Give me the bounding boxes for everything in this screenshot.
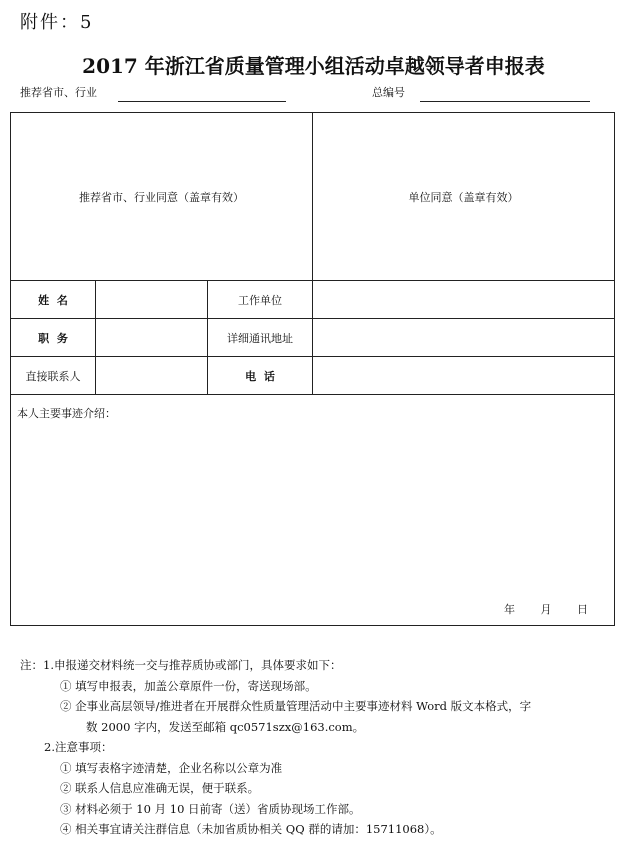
workplace-field[interactable] <box>313 281 615 319</box>
attention-item-4: ④ 相关事宜请关注群信息（未加省质协相关 QQ 群的请加：15711068）。 <box>60 822 442 836</box>
note-item-1: ① 填写申报表，加盖公章原件一份，寄送现场部。 <box>60 678 317 693</box>
note-item-2a: ② 企事业高层领导/推进者在开展群众性质量管理活动中主要事迹材料 Word 版文本格式，字 <box>60 699 532 713</box>
intro-cell[interactable] <box>11 395 615 626</box>
position-field[interactable] <box>96 319 208 357</box>
attention-item-1: ① 填写表格字迹清楚，企业名称以公章为准 <box>60 760 283 775</box>
address-field[interactable] <box>313 319 615 357</box>
serial-field[interactable] <box>420 101 590 102</box>
date-label: 年 月 日 <box>504 603 589 616</box>
recommend-field[interactable] <box>118 101 286 102</box>
workplace-label: 工作单位 <box>208 281 313 319</box>
unit-approval-cell[interactable] <box>313 113 615 281</box>
name-field[interactable] <box>96 281 208 319</box>
notes-intro: 注：1.申报递交材料统一交与推荐质协或部门，具体要求如下： <box>20 658 342 672</box>
attention-item-3: ③ 材料必须于 10 月 10 日前寄（送）省质协现场工作部。 <box>60 801 361 816</box>
phone-label: 电 话 <box>208 357 313 395</box>
unit-approval-label: 单位同意（盖章有效） <box>408 190 519 204</box>
note-section-2: 2.注意事项： <box>44 740 113 754</box>
attention-item-2: ② 联系人信息应准确无误，便于联系。 <box>60 781 260 795</box>
note-item-2b: 数 2000 字内，发送至邮箱 qc0571szx@163.com。 <box>86 719 365 734</box>
recommend-approval-cell[interactable] <box>11 113 313 281</box>
contact-label: 直接联系人 <box>11 357 96 395</box>
position-label: 职 务 <box>11 319 96 357</box>
phone-field[interactable] <box>313 357 615 395</box>
recommend-label: 推荐省市、行业 <box>20 86 97 99</box>
address-label: 详细通讯地址 <box>208 319 313 357</box>
notes-section <box>20 655 531 840</box>
contact-field[interactable] <box>96 357 208 395</box>
name-label: 姓 名 <box>11 281 96 319</box>
attachment-label: 附件：5 <box>20 12 94 33</box>
recommend-approval-label: 推荐省市、行业同意（盖章有效） <box>79 190 244 204</box>
page-title: 2017 年浙江省质量管理小组活动卓越领导者申报表 <box>82 54 545 78</box>
intro-label: 本人主要事迹介绍： <box>17 407 116 420</box>
serial-label: 总编号 <box>372 86 405 99</box>
application-form <box>10 112 615 626</box>
